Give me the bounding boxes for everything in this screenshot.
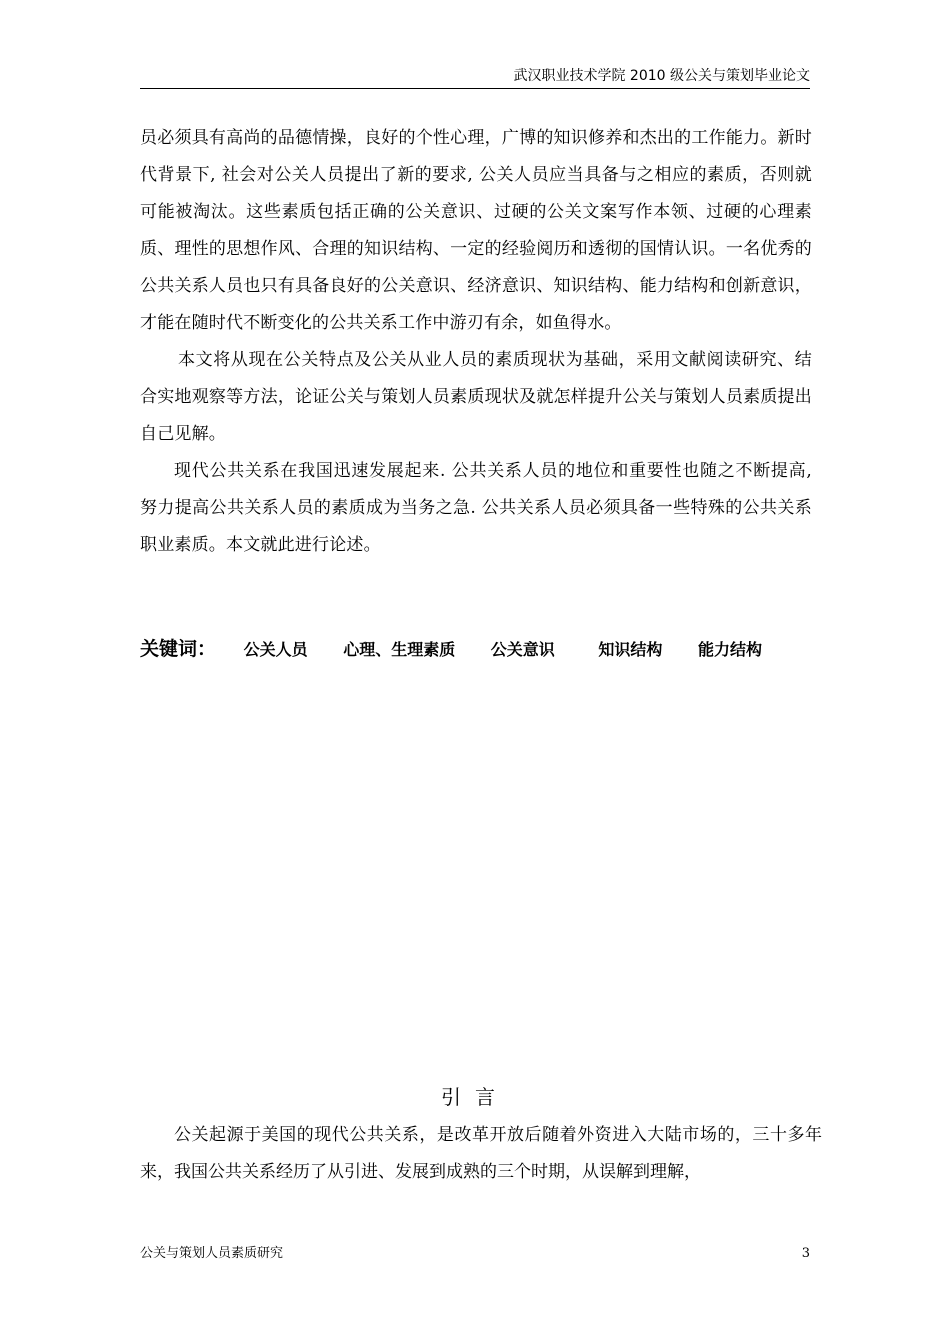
footer-title: 公关与策划人员素质研究 bbox=[140, 1246, 284, 1261]
page-header bbox=[140, 66, 810, 89]
body-paragraph-summary: 现代公共关系在我国迅速发展起来. 公共关系人员的地位和重要性也随之不断提高, 努力提高公共关系人员的素质成为当务之急. 公共关系人员必须具备一些特殊的公共关系职业素质。本文就此进行论述。 bbox=[140, 461, 812, 555]
body-paragraph-continued: 员必须具有高尚的品德情操，良好的个性心理，广博的知识修养和杰出的工作能力。新时代背景下, 社会对公关人员提出了新的要求, 公关人员应当具备与之相应的素质，否则就可能被淘汰。这些素质包括正确的公关意识、过硬的公关文案写作本领、过硬的心理素质、理性的思想作风、合理的知识结构、一定的经验阅历和透彻的国情认识。一名优秀的公共关系人员也只有具备良好的公关意识、经济意识、知识结构、能力结构和创新意识，才能在随时代不断变化的公共关系工作中游刃有余，如鱼得水。 bbox=[140, 128, 812, 333]
keywords-line bbox=[140, 634, 820, 665]
keyword-item: 心理、生理素质 bbox=[343, 640, 456, 659]
keyword-item: 公关人员 bbox=[243, 640, 308, 659]
body-text bbox=[140, 120, 812, 564]
header-title: 武汉职业技术学院 2010 级公关与策划毕业论文 bbox=[513, 68, 810, 84]
body-paragraph-method: 本文将从现在公关特点及公关从业人员的素质现状为基础，采用文献阅读研究、结合实地观察等方法，论证公关与策划人员素质现状及就怎样提升公关与策划人员素质提出自己见解。 bbox=[140, 350, 812, 444]
keyword-item: 公关意识 bbox=[490, 640, 555, 659]
introduction-paragraph: 公关起源于美国的现代公共关系，是改革开放后随着外资进入大陆市场的，三十多年来，我国公共关系经历了从引进、发展到成熟的三个时期，从误解到理解， bbox=[140, 1125, 822, 1182]
keyword-item: 能力结构 bbox=[697, 640, 762, 659]
introduction-text bbox=[140, 1117, 822, 1191]
keywords-label: 关键词： bbox=[140, 638, 217, 660]
page-number: 3 bbox=[801, 1246, 810, 1261]
keyword-item: 知识结构 bbox=[598, 640, 663, 659]
introduction-title: 引言 bbox=[441, 1085, 509, 1109]
